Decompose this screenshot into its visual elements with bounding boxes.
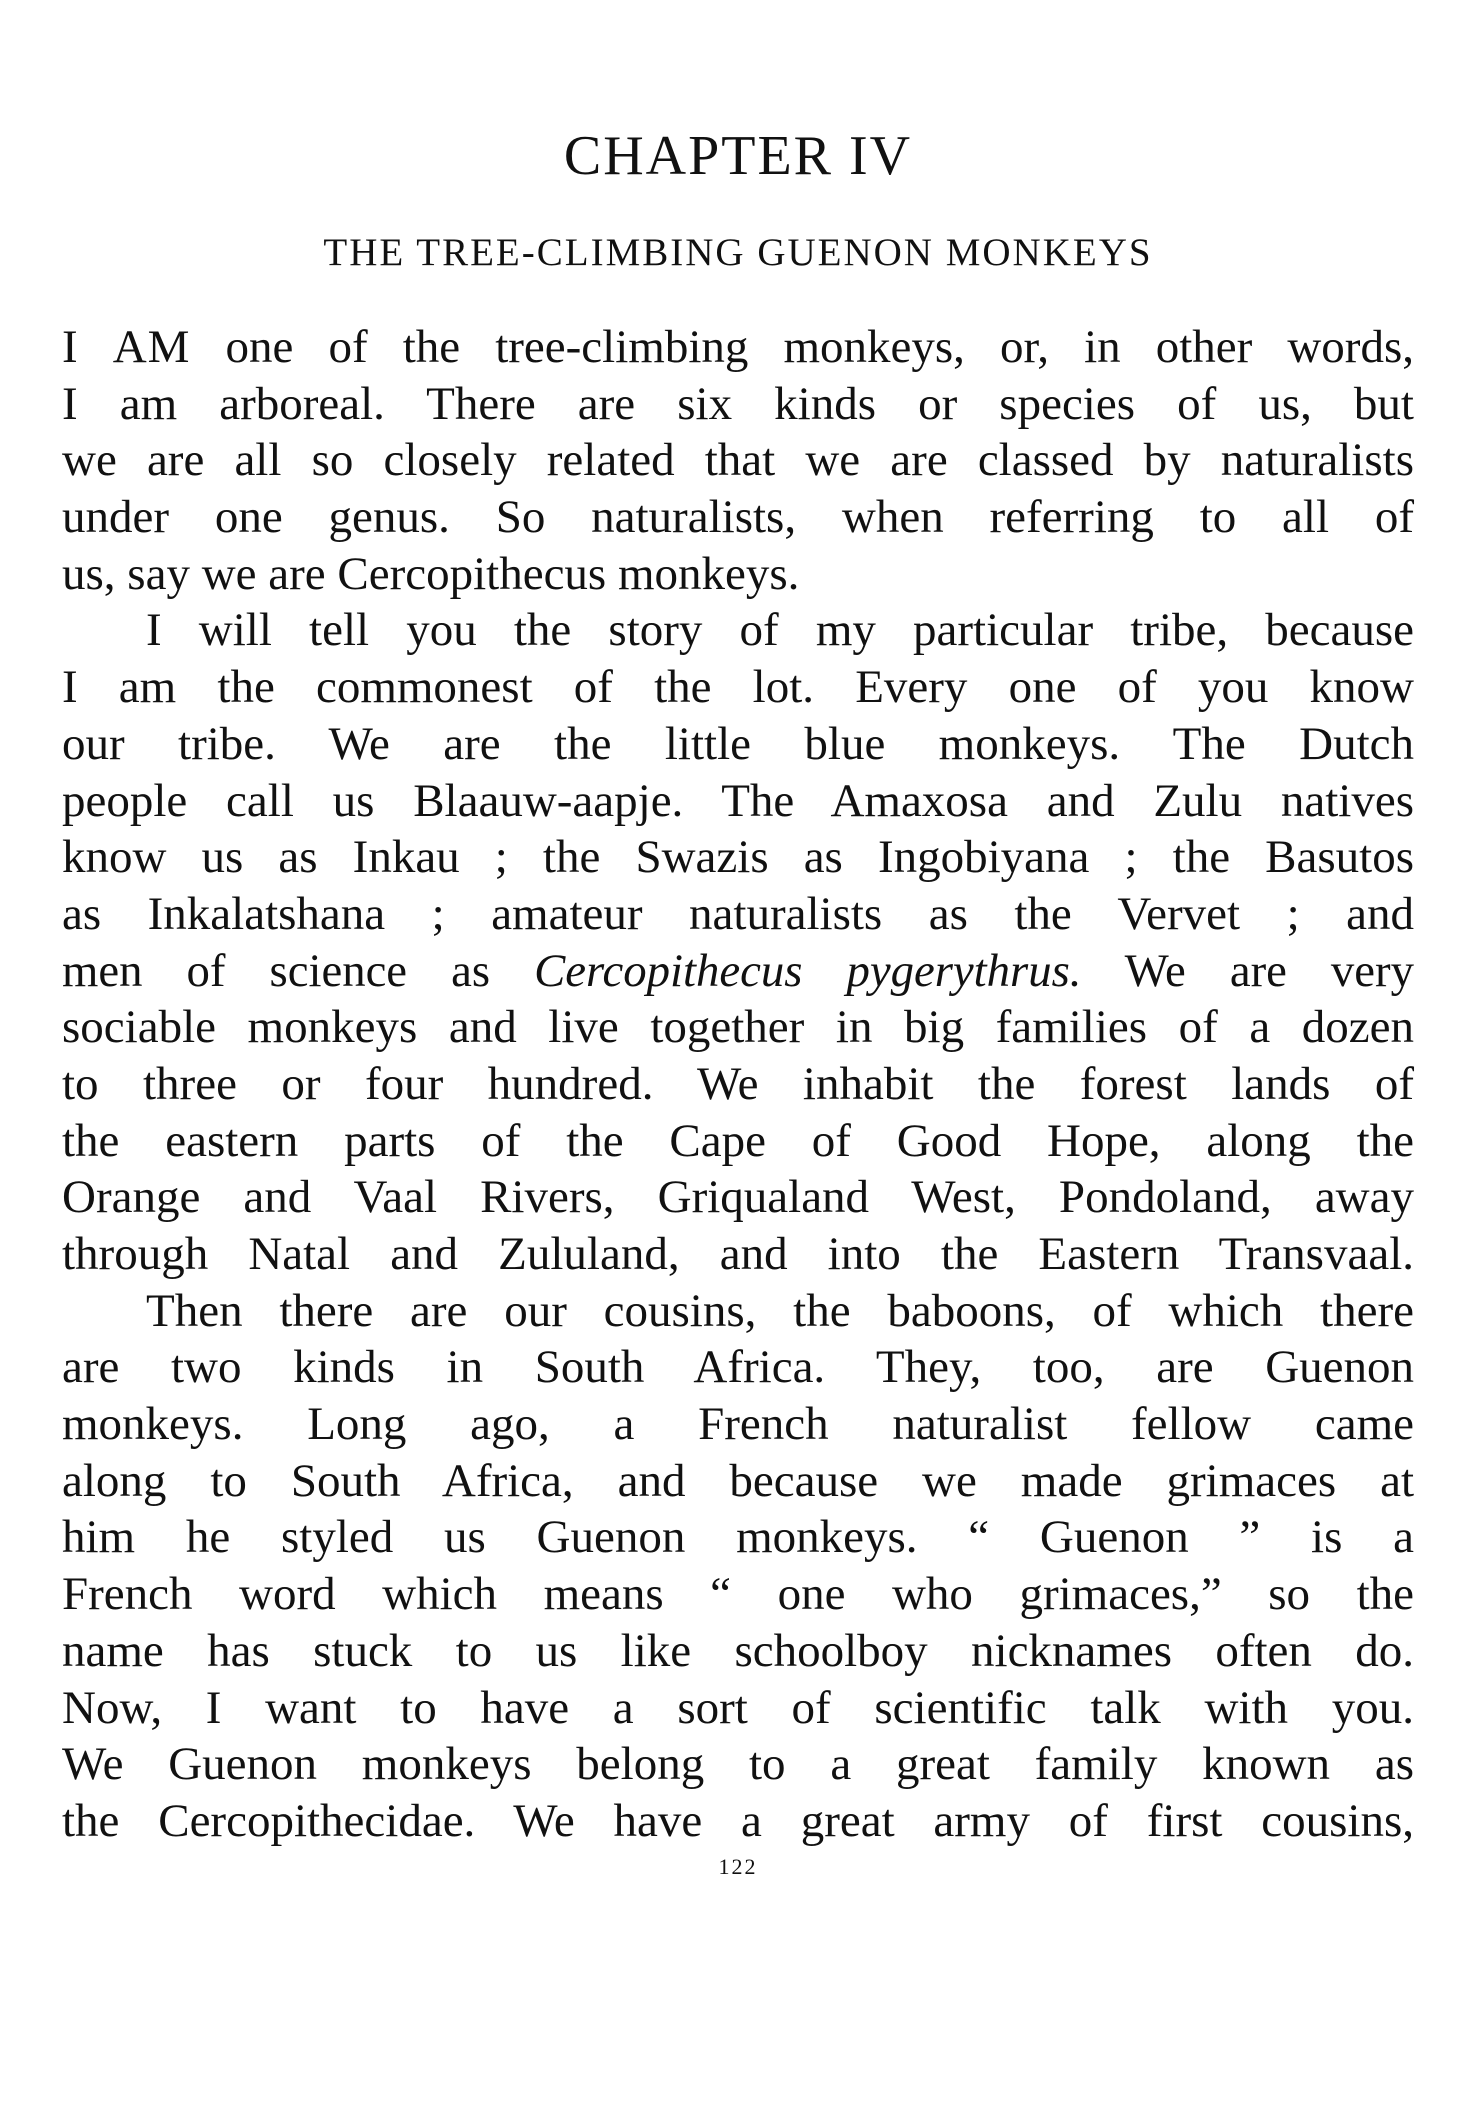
paragraph bbox=[62, 602, 1414, 1282]
text-line: Then there are our cousins, the baboons, of which there bbox=[146, 1284, 1414, 1337]
line-text: We are very bbox=[1124, 944, 1414, 997]
text-line: the Cercopithecidae. We have a great army of first cousins, bbox=[62, 1794, 1414, 1847]
text-line: I am the commonest of the lot. Every one of you know bbox=[62, 661, 1414, 714]
text-line: to three or four hundred. We inhabit the forest lands of bbox=[62, 1057, 1414, 1110]
text-line: as Inkalatshana ; amateur naturalists as the Vervet ; and bbox=[62, 887, 1414, 940]
text-line: the eastern parts of the Cape of Good Hope, along the bbox=[62, 1114, 1414, 1167]
chapter-heading: CHAPTER IV bbox=[563, 125, 913, 187]
text-line: We Guenon monkeys belong to a great family known as bbox=[62, 1738, 1414, 1791]
text-line: along to South Africa, and because we made grimaces at bbox=[62, 1454, 1414, 1507]
text-line: Orange and Vaal Rivers, Griqualand West, Pondoland, away bbox=[62, 1171, 1414, 1224]
text-line: our tribe. We are the little blue monkeys. The Dutch bbox=[62, 717, 1414, 770]
line-text: men of science as bbox=[62, 944, 491, 997]
text-line: know us as Inkau ; the Swazis as Ingobiyana ; the Basutos bbox=[62, 831, 1414, 884]
paragraph bbox=[62, 319, 1414, 602]
small-caps-word: AM bbox=[112, 321, 191, 373]
paragraph bbox=[62, 1283, 1414, 1850]
text-line: him he styled us Guenon monkeys. “ Guenon ” is a bbox=[62, 1511, 1414, 1564]
drop-word: I bbox=[62, 321, 78, 373]
text-line: under one genus. So naturalists, when referring to all of bbox=[62, 491, 1414, 544]
text-line: Now, I want to have a sort of scientific talk with you. bbox=[62, 1681, 1414, 1734]
text-line: I will tell you the story of my particular tribe, because bbox=[146, 604, 1414, 657]
text-line: us, say we are Cercopithecus monkeys. bbox=[62, 547, 800, 600]
text-line: name has stuck to us like schoolboy nicknames often do. bbox=[62, 1624, 1414, 1677]
text-line: people call us Blaauw-aapje. The Amaxosa and Zulu natives bbox=[62, 774, 1414, 827]
line-text: one of the tree-climbing monkeys, or, in other words, bbox=[225, 321, 1414, 373]
body-text bbox=[62, 319, 1414, 1850]
text-line: French word which means “ one who grimaces,” so the bbox=[62, 1568, 1414, 1621]
text-line: we are all so closely related that we are classed by naturalists bbox=[62, 434, 1414, 487]
chapter-title: THE TREE-CLIMBING GUENON MONKEYS bbox=[323, 231, 1153, 274]
text-line: are two kinds in South Africa. They, too, are Guenon bbox=[62, 1341, 1414, 1394]
text-line: sociable monkeys and live together in big families of a dozen bbox=[62, 1001, 1414, 1054]
text-line: I am arboreal. There are six kinds or species of us, but bbox=[62, 377, 1414, 430]
text-line bbox=[62, 943, 1414, 1000]
text-line: through Natal and Zululand, and into the Eastern Transvaal. bbox=[62, 1228, 1414, 1280]
page-number: 122 bbox=[718, 1854, 758, 1879]
text-line bbox=[62, 319, 1414, 376]
scientific-name: Cercopithecus pygerythrus. bbox=[534, 944, 1082, 997]
text-line: monkeys. Long ago, a French naturalist fellow came bbox=[62, 1398, 1414, 1451]
